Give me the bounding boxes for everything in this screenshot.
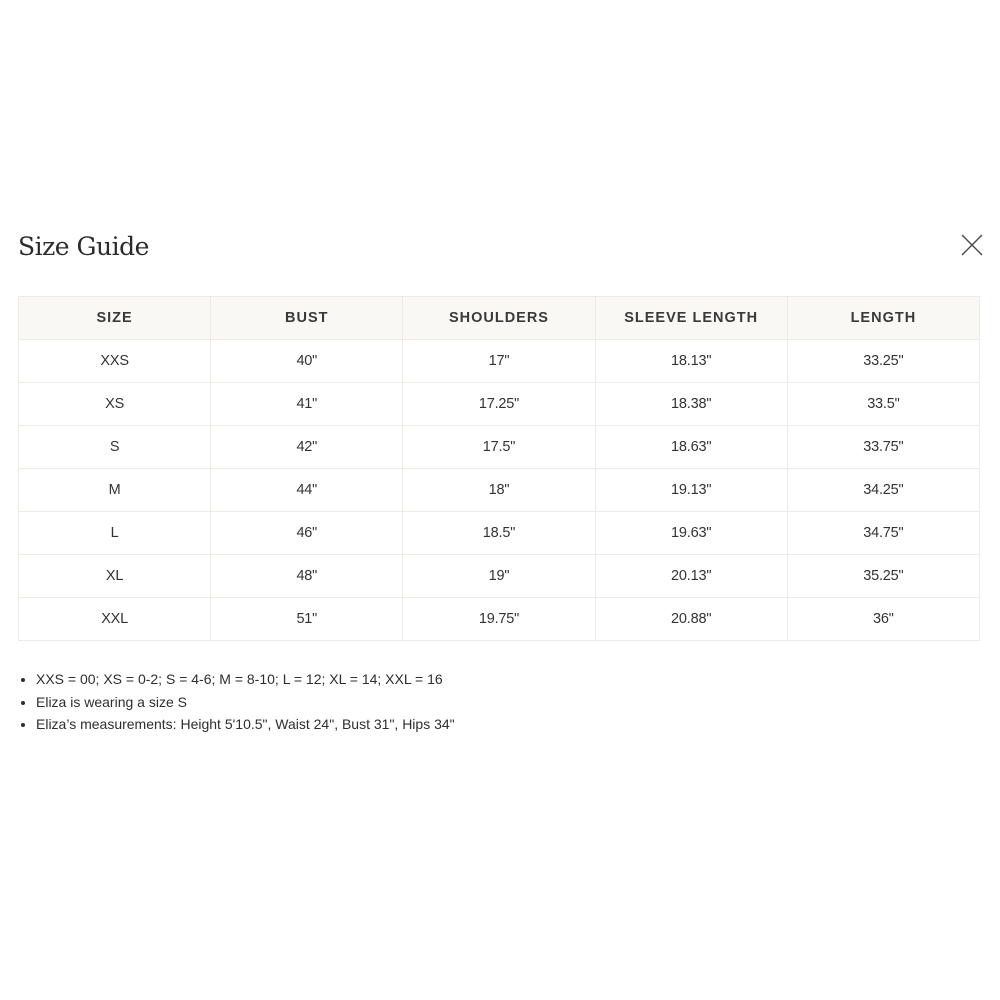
cell-shoulders: 17" — [403, 340, 595, 383]
cell-shoulders: 17.5" — [403, 426, 595, 469]
cell-sleeve-length: 18.13" — [595, 340, 787, 383]
close-button[interactable] — [958, 231, 986, 259]
column-header-size: SIZE — [19, 297, 211, 340]
column-header-bust: BUST — [211, 297, 403, 340]
cell-size: L — [19, 512, 211, 555]
table-row — [19, 426, 980, 469]
cell-bust: 41" — [211, 383, 403, 426]
table-row — [19, 340, 980, 383]
table-row — [19, 555, 980, 598]
cell-size: XXL — [19, 598, 211, 641]
list-item: • Eliza is wearing a size S — [36, 691, 455, 714]
cell-shoulders: 19.75" — [403, 598, 595, 641]
cell-sleeve-length: 20.13" — [595, 555, 787, 598]
cell-shoulders: 18" — [403, 469, 595, 512]
cell-bust: 51" — [211, 598, 403, 641]
cell-length: 33.75" — [787, 426, 979, 469]
cell-sleeve-length: 19.13" — [595, 469, 787, 512]
table-header-row — [19, 297, 980, 340]
cell-length: 34.25" — [787, 469, 979, 512]
size-notes-list — [18, 668, 455, 736]
cell-sleeve-length: 20.88" — [595, 598, 787, 641]
column-header-sleeve-length: SLEEVE LENGTH — [595, 297, 787, 340]
table-row — [19, 598, 980, 641]
table-row — [19, 512, 980, 555]
cell-size: S — [19, 426, 211, 469]
cell-bust: 48" — [211, 555, 403, 598]
cell-shoulders: 18.5" — [403, 512, 595, 555]
cell-sleeve-length: 19.63" — [595, 512, 787, 555]
cell-size: XXS — [19, 340, 211, 383]
cell-size: XL — [19, 555, 211, 598]
cell-length: 34.75" — [787, 512, 979, 555]
column-header-length: LENGTH — [787, 297, 979, 340]
column-header-shoulders: SHOULDERS — [403, 297, 595, 340]
cell-size: XS — [19, 383, 211, 426]
close-icon — [958, 231, 986, 259]
cell-length: 33.5" — [787, 383, 979, 426]
cell-bust: 46" — [211, 512, 403, 555]
cell-bust: 40" — [211, 340, 403, 383]
cell-sleeve-length: 18.38" — [595, 383, 787, 426]
cell-sleeve-length: 18.63" — [595, 426, 787, 469]
cell-length: 35.25" — [787, 555, 979, 598]
modal-title: Size Guide — [18, 232, 149, 261]
cell-bust: 44" — [211, 469, 403, 512]
cell-shoulders: 17.25" — [403, 383, 595, 426]
cell-length: 33.25" — [787, 340, 979, 383]
cell-size: M — [19, 469, 211, 512]
size-table — [18, 296, 980, 641]
cell-length: 36" — [787, 598, 979, 641]
table-row — [19, 469, 980, 512]
cell-shoulders: 19" — [403, 555, 595, 598]
table-row — [19, 383, 980, 426]
cell-bust: 42" — [211, 426, 403, 469]
list-item: • XXS = 00; XS = 0-2; S = 4-6; M = 8-10; L = 12; XL = 14; XXL = 16 — [36, 668, 455, 691]
list-item: • Eliza’s measurements: Height 5'10.5", Waist 24", Bust 31", Hips 34" — [36, 713, 455, 736]
